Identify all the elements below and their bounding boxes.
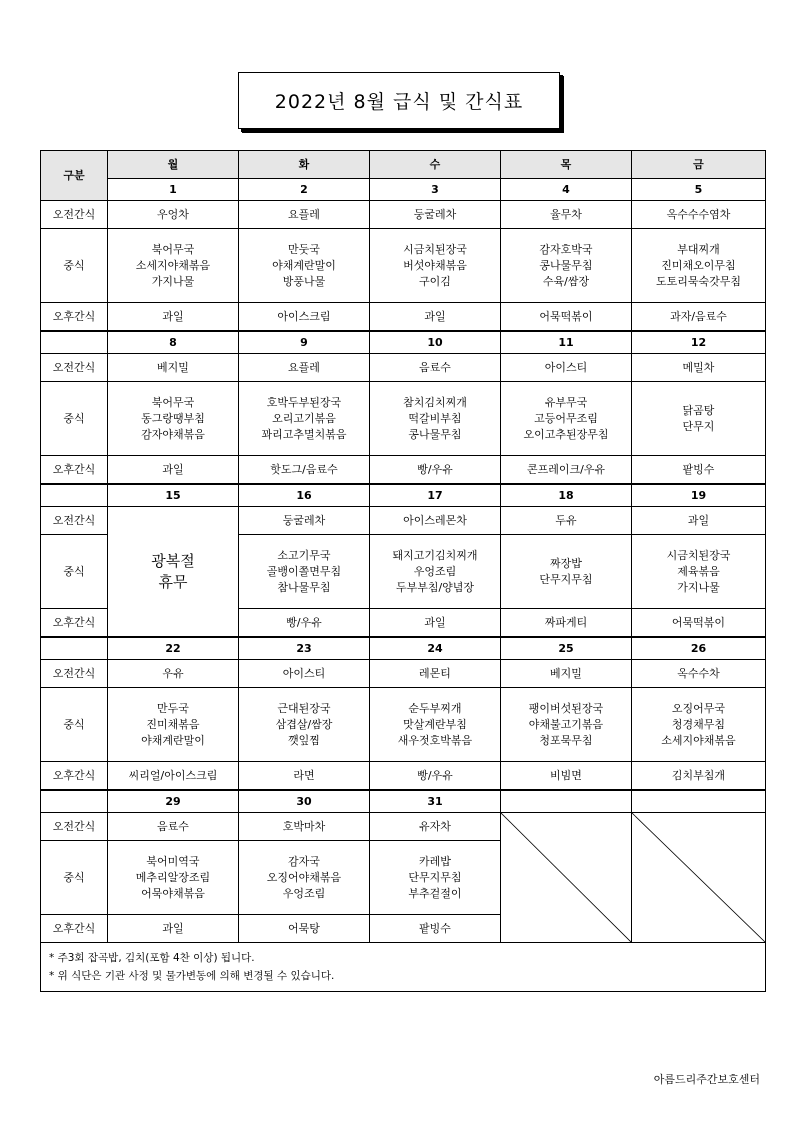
lunch-dish: 청포묵무침 (539, 733, 593, 747)
lunch-menu-cell (108, 841, 239, 915)
day-header: 목 (501, 151, 632, 179)
lunch-dish: 북어무국 (151, 395, 195, 409)
lunch-menu-cell (632, 688, 766, 762)
date-cell: 5 (632, 179, 766, 201)
lunch-dish: 만두국 (157, 701, 189, 715)
date-cell: 3 (370, 179, 501, 201)
lunch-dish: 콩나물무침 (408, 427, 462, 441)
date-cell: 19 (632, 484, 766, 507)
morning-snack-cell: 둥굴레차 (239, 507, 370, 535)
day-header: 수 (370, 151, 501, 179)
lunch-menu-cell (239, 229, 370, 303)
row-label-afternoon: 오후간식 (41, 915, 108, 943)
lunch-dish: 팽이버섯된장국 (528, 701, 604, 715)
lunch-menu-cell (370, 229, 501, 303)
afternoon-snack-cell: 김치부침개 (632, 762, 766, 791)
morning-snack-cell: 베지밀 (108, 354, 239, 382)
lunch-dish: 야채계란말이 (272, 258, 336, 272)
lunch-menu-cell (370, 382, 501, 456)
morning-snack-cell: 요플레 (239, 354, 370, 382)
lunch-dish: 맛살계란부침 (403, 717, 467, 731)
page-title-box (238, 72, 560, 129)
afternoon-snack-cell: 콘프레이크/우유 (501, 456, 632, 485)
date-cell: 10 (370, 331, 501, 354)
lunch-dish: 새우젓호박볶음 (397, 733, 473, 747)
morning-snack-cell: 아이스티 (239, 660, 370, 688)
meal-table (40, 150, 766, 992)
afternoon-snack-cell: 빵/우유 (370, 456, 501, 485)
category-label: 구분 (41, 151, 108, 201)
morning-snack-cell: 음료수 (108, 813, 239, 841)
morning-snack-cell: 메밀차 (632, 354, 766, 382)
lunch-dish: 버섯야채볶음 (403, 258, 467, 272)
date-cell-empty (632, 790, 766, 813)
afternoon-snack-cell: 빵/우유 (239, 609, 370, 638)
lunch-dish: 유부무국 (544, 395, 588, 409)
lunch-dish: 우엉조림 (282, 886, 326, 900)
afternoon-snack-cell: 과자/음료수 (632, 303, 766, 332)
lunch-dish: 닭곰탕 (682, 403, 715, 417)
morning-snack-cell: 과일 (632, 507, 766, 535)
lunch-dish: 카레밥 (419, 854, 451, 868)
date-row-blank (41, 790, 108, 813)
date-cell: 9 (239, 331, 370, 354)
date-cell: 30 (239, 790, 370, 813)
lunch-dish: 감자야채볶음 (141, 427, 205, 441)
row-label-lunch: 중식 (41, 382, 108, 456)
lunch-dish: 가지나물 (151, 274, 195, 288)
lunch-menu-cell (632, 535, 766, 609)
lunch-dish: 참치김치찌개 (403, 395, 467, 409)
row-label-morning: 오전간식 (41, 201, 108, 229)
date-cell: 2 (239, 179, 370, 201)
lunch-dish: 단무지무침 (539, 572, 593, 586)
day-header: 월 (108, 151, 239, 179)
date-cell: 15 (108, 484, 239, 507)
date-cell: 18 (501, 484, 632, 507)
morning-snack-cell: 둥굴레차 (370, 201, 501, 229)
holiday-text: 광복절 (151, 551, 195, 570)
lunch-dish: 부추겉절이 (408, 886, 462, 900)
lunch-dish: 우엉조림 (413, 564, 457, 578)
afternoon-snack-cell: 씨리얼/아이스크림 (108, 762, 239, 791)
morning-snack-cell: 율무차 (501, 201, 632, 229)
lunch-dish: 참나물무침 (277, 580, 331, 594)
lunch-dish: 감자국 (288, 854, 320, 868)
day-header: 금 (632, 151, 766, 179)
row-label-lunch: 중식 (41, 535, 108, 609)
row-label-morning: 오전간식 (41, 354, 108, 382)
lunch-menu-cell (501, 382, 632, 456)
lunch-dish: 도토리묵숙갓무침 (655, 274, 741, 288)
date-cell: 11 (501, 331, 632, 354)
date-cell: 31 (370, 790, 501, 813)
lunch-dish: 만둣국 (288, 242, 320, 256)
lunch-dish: 북어무국 (151, 242, 195, 256)
morning-snack-cell: 호박마차 (239, 813, 370, 841)
morning-snack-cell: 요플레 (239, 201, 370, 229)
afternoon-snack-cell: 비빔면 (501, 762, 632, 791)
lunch-dish: 떡갈비부침 (408, 411, 462, 425)
lunch-menu-cell (501, 535, 632, 609)
lunch-dish: 제육볶음 (677, 564, 720, 578)
row-label-morning: 오전간식 (41, 813, 108, 841)
morning-snack-cell: 아이스레몬차 (370, 507, 501, 535)
lunch-dish: 야채불고기볶음 (528, 717, 604, 731)
lunch-dish: 북어미역국 (146, 854, 200, 868)
lunch-dish: 소고기무국 (277, 548, 331, 562)
date-cell: 26 (632, 637, 766, 660)
lunch-dish: 골뱅이쫄면무침 (266, 564, 342, 578)
date-cell: 25 (501, 637, 632, 660)
lunch-menu-cell (108, 229, 239, 303)
lunch-dish: 호박두부된장국 (266, 395, 342, 409)
afternoon-snack-cell: 아이스크림 (239, 303, 370, 332)
lunch-dish: 진미채볶음 (146, 717, 200, 731)
morning-snack-cell: 우유 (108, 660, 239, 688)
row-label-afternoon: 오후간식 (41, 609, 108, 638)
afternoon-snack-cell: 과일 (108, 303, 239, 332)
lunch-dish: 소세지야채볶음 (661, 733, 736, 747)
empty-day-cell (632, 813, 766, 943)
lunch-dish: 방풍나물 (282, 274, 326, 288)
center-name: 아름드리주간보호센터 (653, 1073, 760, 1086)
lunch-dish: 고등어무조림 (534, 411, 598, 425)
morning-snack-cell: 우엉차 (108, 201, 239, 229)
morning-snack-cell: 베지밀 (501, 660, 632, 688)
lunch-menu-cell (632, 229, 766, 303)
afternoon-snack-cell: 핫도그/음료수 (239, 456, 370, 485)
lunch-menu-cell (239, 535, 370, 609)
lunch-menu-cell (108, 382, 239, 456)
lunch-dish: 감자호박국 (539, 242, 593, 256)
lunch-dish: 부대찌개 (677, 242, 720, 256)
lunch-menu-cell (370, 841, 501, 915)
row-label-afternoon: 오후간식 (41, 456, 108, 485)
date-cell: 22 (108, 637, 239, 660)
morning-snack-cell: 음료수 (370, 354, 501, 382)
day-header: 화 (239, 151, 370, 179)
lunch-dish: 소세지야채볶음 (135, 258, 211, 272)
lunch-menu-cell (370, 535, 501, 609)
afternoon-snack-cell: 팥빙수 (370, 915, 501, 943)
date-cell: 16 (239, 484, 370, 507)
date-cell: 8 (108, 331, 239, 354)
morning-snack-cell: 유자차 (370, 813, 501, 841)
lunch-dish: 메추리알장조림 (135, 870, 211, 884)
lunch-dish: 오리고기볶음 (272, 411, 336, 425)
date-cell: 17 (370, 484, 501, 507)
lunch-dish: 오징어무국 (671, 701, 726, 715)
afternoon-snack-cell: 짜파게티 (501, 609, 632, 638)
afternoon-snack-cell: 어묵떡볶이 (632, 609, 766, 638)
afternoon-snack-cell: 어묵떡볶이 (501, 303, 632, 332)
lunch-dish: 청경채무침 (671, 717, 726, 731)
notes-cell (41, 943, 766, 992)
lunch-dish: 짜장밥 (550, 556, 582, 570)
afternoon-snack-cell: 라면 (239, 762, 370, 791)
lunch-menu-cell (239, 688, 370, 762)
lunch-dish: 오이고추된장무침 (523, 427, 609, 441)
page-title: 2022년 8월 급식 및 간식표 (274, 91, 524, 113)
date-row-blank (41, 484, 108, 507)
lunch-menu-cell (239, 382, 370, 456)
afternoon-snack-cell: 어묵탕 (239, 915, 370, 943)
afternoon-snack-cell: 과일 (108, 456, 239, 485)
lunch-dish: 콩나물무침 (539, 258, 593, 272)
morning-snack-cell: 두유 (501, 507, 632, 535)
afternoon-snack-cell: 과일 (370, 303, 501, 332)
lunch-menu-cell (239, 841, 370, 915)
note-line: * 주3회 잡곡밥, 김치(포함 4찬 이상) 됩니다. (49, 952, 255, 964)
holiday-text: 휴무 (158, 572, 188, 591)
morning-snack-cell: 옥수수차 (632, 660, 766, 688)
lunch-dish: 시금치된장국 (403, 242, 467, 256)
date-row-blank (41, 637, 108, 660)
date-cell: 12 (632, 331, 766, 354)
morning-snack-cell: 옥수수수염차 (632, 201, 766, 229)
afternoon-snack-cell: 팥빙수 (632, 456, 766, 485)
date-row-blank (41, 331, 108, 354)
row-label-lunch: 중식 (41, 229, 108, 303)
date-cell: 23 (239, 637, 370, 660)
lunch-dish: 가지나물 (677, 580, 720, 594)
row-label-lunch: 중식 (41, 841, 108, 915)
row-label-morning: 오전간식 (41, 507, 108, 535)
date-cell: 1 (108, 179, 239, 201)
empty-diagonal (632, 813, 765, 942)
row-label-afternoon: 오후간식 (41, 303, 108, 332)
empty-day-cell (501, 813, 632, 943)
lunch-dish: 동그랑땡부침 (141, 411, 205, 425)
date-cell: 29 (108, 790, 239, 813)
lunch-dish: 돼지고기김치찌개 (392, 548, 478, 562)
afternoon-snack-cell: 과일 (370, 609, 501, 638)
lunch-dish: 깻잎찜 (288, 733, 320, 747)
lunch-menu-cell (501, 229, 632, 303)
row-label-morning: 오전간식 (41, 660, 108, 688)
lunch-dish: 어묵야채볶음 (141, 886, 205, 900)
lunch-menu-cell (370, 688, 501, 762)
row-label-afternoon: 오후간식 (41, 762, 108, 791)
note-line: * 위 식단은 기관 사정 및 물가변동에 의해 변경될 수 있습니다. (49, 970, 335, 982)
lunch-menu-cell (108, 688, 239, 762)
empty-diagonal (501, 813, 631, 942)
lunch-dish: 진미채오이무침 (661, 258, 736, 272)
lunch-dish: 수육/쌈장 (542, 274, 590, 288)
lunch-menu-cell (632, 382, 766, 456)
holiday-cell (108, 507, 239, 638)
morning-snack-cell: 레몬티 (370, 660, 501, 688)
lunch-dish: 오징어야채볶음 (266, 870, 342, 884)
lunch-dish: 두부부침/양념장 (395, 580, 475, 594)
lunch-menu-cell (501, 688, 632, 762)
lunch-dish: 단무지무침 (408, 870, 462, 884)
morning-snack-cell: 아이스티 (501, 354, 632, 382)
row-label-lunch: 중식 (41, 688, 108, 762)
date-cell-empty (501, 790, 632, 813)
lunch-dish: 삼겹살/쌈장 (275, 717, 333, 731)
lunch-dish: 구이김 (419, 274, 451, 288)
afternoon-snack-cell: 빵/우유 (370, 762, 501, 791)
lunch-dish: 야채계란말이 (141, 733, 205, 747)
lunch-dish: 순두부찌개 (408, 701, 462, 715)
lunch-dish: 꽈리고추멸치볶음 (261, 427, 347, 441)
lunch-dish: 단무지 (682, 419, 715, 433)
lunch-dish: 시금치된장국 (666, 548, 731, 562)
date-cell: 4 (501, 179, 632, 201)
afternoon-snack-cell: 과일 (108, 915, 239, 943)
date-cell: 24 (370, 637, 501, 660)
lunch-dish: 근대된장국 (277, 701, 331, 715)
